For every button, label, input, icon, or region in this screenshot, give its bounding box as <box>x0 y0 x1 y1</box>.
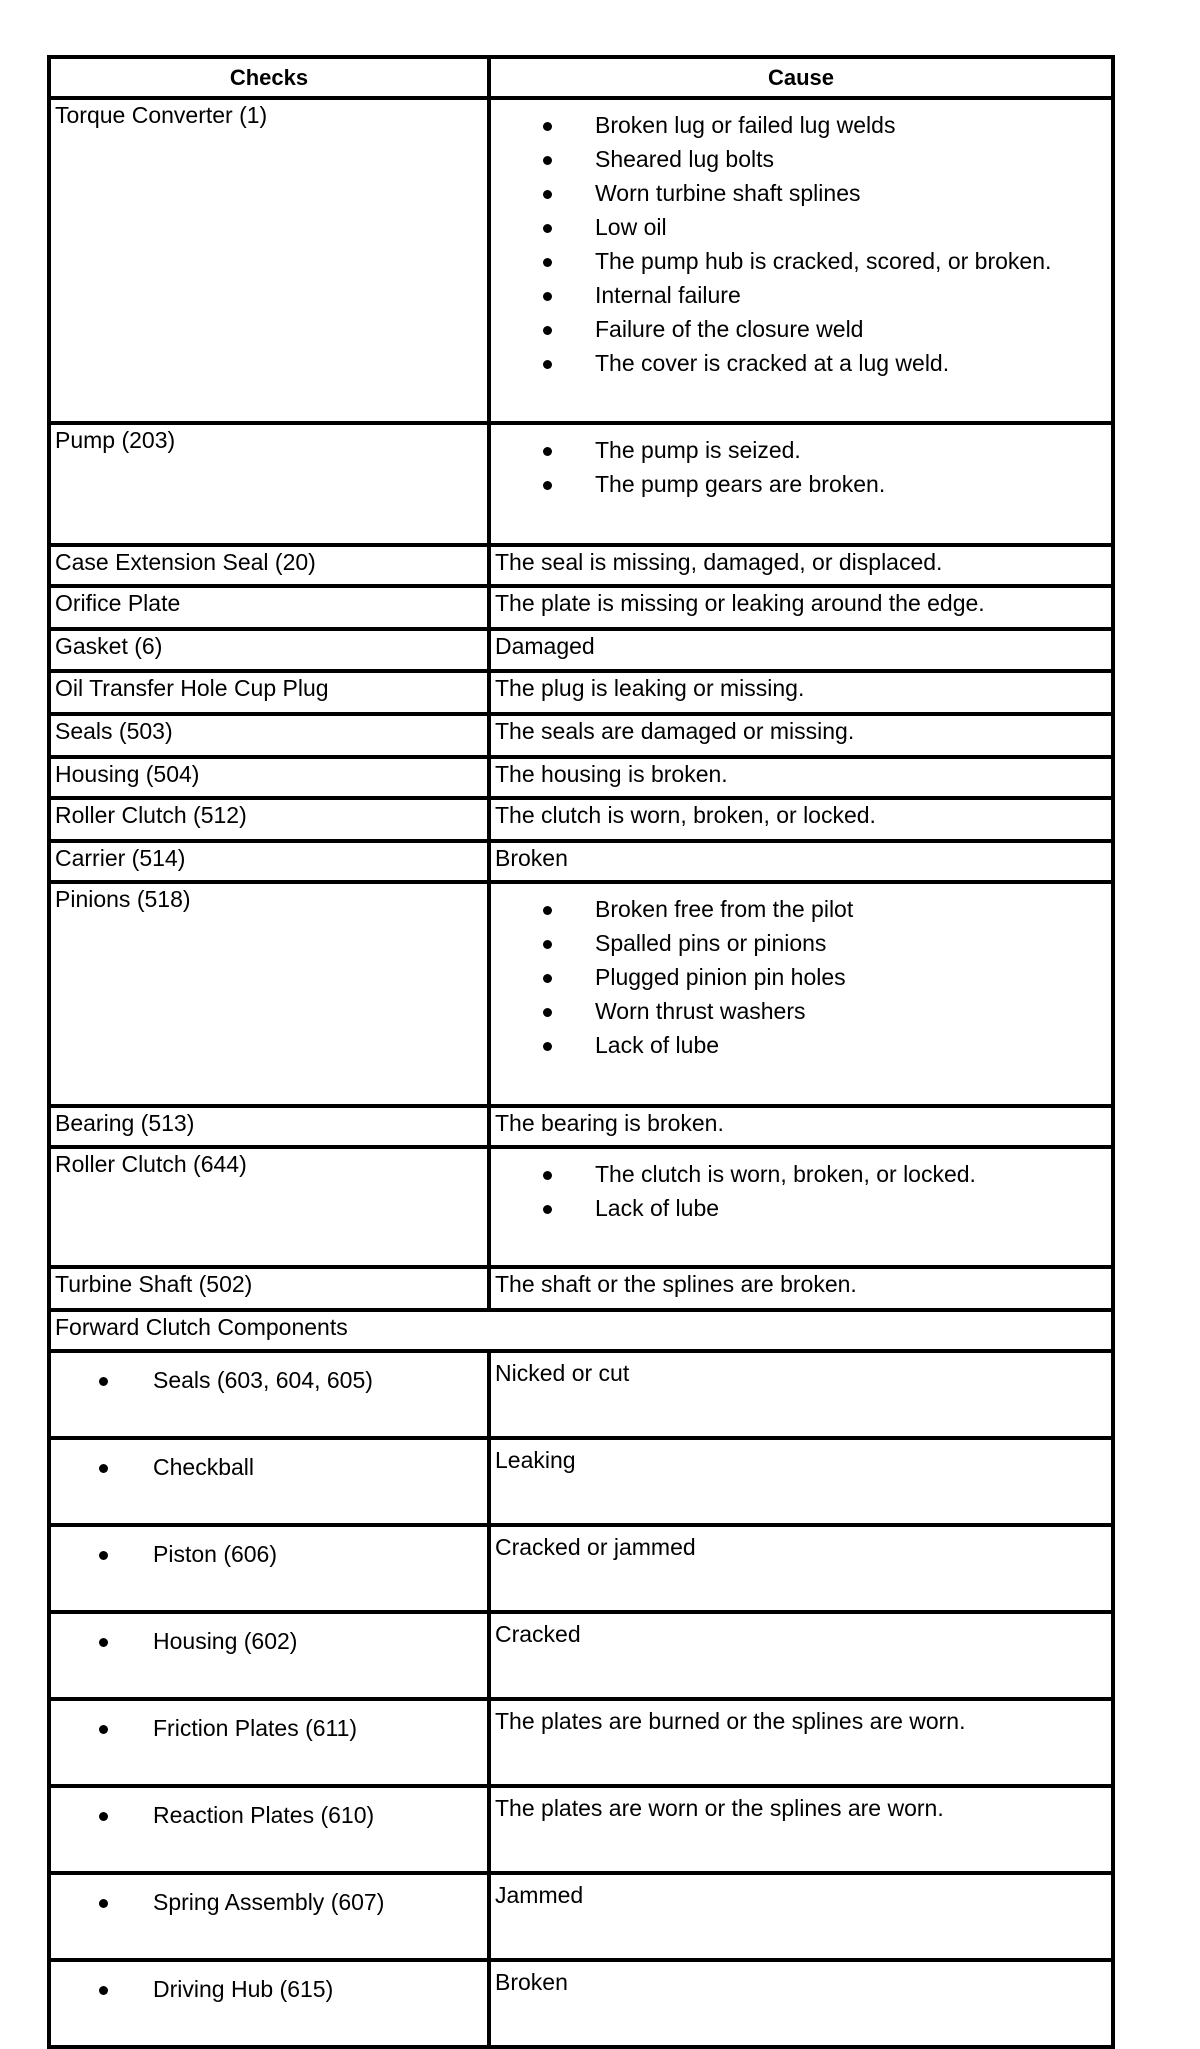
cause-list-item: Worn thrust washers <box>495 994 1107 1028</box>
cause-list-item: Broken free from the pilot <box>495 892 1107 926</box>
check-cell: Pinions (518) <box>49 882 489 1106</box>
cause-cell: Broken <box>489 1960 1113 2047</box>
cause-cell: The plates are burned or the splines are worn. <box>489 1699 1113 1786</box>
check-list-item: Reaction Plates (610) <box>55 1798 483 1832</box>
check-cell <box>49 1438 489 1525</box>
cause-cell: Nicked or cut <box>489 1351 1113 1438</box>
table-row <box>49 1525 1113 1612</box>
cause-list-item: The pump gears are broken. <box>495 467 1107 501</box>
check-cell <box>49 1786 489 1873</box>
cause-list-item: Failure of the closure weld <box>495 312 1107 346</box>
cause-list-item: Low oil <box>495 210 1107 244</box>
cause-list-item: Worn turbine shaft splines <box>495 176 1107 210</box>
cause-cell <box>489 1147 1113 1267</box>
check-list-item: Seals (603, 604, 605) <box>55 1363 483 1397</box>
check-list-item: Piston (606) <box>55 1537 483 1571</box>
cause-cell: Cracked or jammed <box>489 1525 1113 1612</box>
cause-cell: Damaged <box>489 629 1113 671</box>
table-row <box>49 757 1113 798</box>
check-list <box>55 1624 483 1658</box>
cause-list <box>495 108 1107 380</box>
header-row <box>49 57 1113 98</box>
cause-cell: The seal is missing, damaged, or displaced. <box>489 545 1113 586</box>
cause-list-item: The cover is cracked at a lug weld. <box>495 346 1107 380</box>
check-list-item: Housing (602) <box>55 1624 483 1658</box>
check-cell: Pump (203) <box>49 423 489 545</box>
forward-clutch-title: Forward Clutch Components <box>49 1310 1113 1351</box>
cause-list-item: Plugged pinion pin holes <box>495 960 1107 994</box>
cause-cell: The seals are damaged or missing. <box>489 714 1113 757</box>
table-row <box>49 629 1113 671</box>
table-row <box>49 545 1113 586</box>
table-row <box>49 882 1113 1106</box>
table-row <box>49 798 1113 841</box>
check-cell <box>49 1525 489 1612</box>
check-list <box>55 1711 483 1745</box>
check-list <box>55 1363 483 1397</box>
table-row <box>49 423 1113 545</box>
table-row <box>49 1106 1113 1147</box>
checks-causes-table <box>47 55 1115 2049</box>
table-row <box>49 1873 1113 1960</box>
check-list-item: Spring Assembly (607) <box>55 1885 483 1919</box>
cause-list <box>495 892 1107 1062</box>
check-cell: Gasket (6) <box>49 629 489 671</box>
table-row <box>49 98 1113 423</box>
check-list <box>55 1537 483 1571</box>
cause-list <box>495 433 1107 501</box>
cause-list-item: The pump is seized. <box>495 433 1107 467</box>
check-list-item: Checkball <box>55 1450 483 1484</box>
cause-list-item: Lack of lube <box>495 1028 1107 1062</box>
cause-list-item: Spalled pins or pinions <box>495 926 1107 960</box>
table-row <box>49 1960 1113 2047</box>
cause-cell <box>489 882 1113 1106</box>
check-list-item: Driving Hub (615) <box>55 1972 483 2006</box>
check-list <box>55 1885 483 1919</box>
header-checks: Checks <box>49 57 489 98</box>
forward-clutch-section-row <box>49 1310 1113 1351</box>
cause-cell: The shaft or the splines are broken. <box>489 1267 1113 1310</box>
table-row <box>49 1438 1113 1525</box>
check-cell: Orifice Plate <box>49 586 489 629</box>
cause-cell: The plates are worn or the splines are worn. <box>489 1786 1113 1873</box>
check-list <box>55 1450 483 1484</box>
check-cell: Case Extension Seal (20) <box>49 545 489 586</box>
check-cell: Roller Clutch (512) <box>49 798 489 841</box>
cause-cell: Cracked <box>489 1612 1113 1699</box>
cause-cell: The plug is leaking or missing. <box>489 671 1113 714</box>
table-row <box>49 1612 1113 1699</box>
check-cell: Seals (503) <box>49 714 489 757</box>
check-cell: Torque Converter (1) <box>49 98 489 423</box>
check-cell <box>49 1351 489 1438</box>
table-row <box>49 1351 1113 1438</box>
check-cell: Oil Transfer Hole Cup Plug <box>49 671 489 714</box>
check-cell <box>49 1612 489 1699</box>
check-list <box>55 1972 483 2006</box>
cause-cell: The clutch is worn, broken, or locked. <box>489 798 1113 841</box>
check-cell: Housing (504) <box>49 757 489 798</box>
cause-list-item: The pump hub is cracked, scored, or broken. <box>495 244 1107 278</box>
cause-list-item: The clutch is worn, broken, or locked. <box>495 1157 1107 1191</box>
table-row <box>49 1786 1113 1873</box>
cause-cell: The bearing is broken. <box>489 1106 1113 1147</box>
check-cell: Roller Clutch (644) <box>49 1147 489 1267</box>
check-cell: Carrier (514) <box>49 841 489 882</box>
cause-list-item: Sheared lug bolts <box>495 142 1107 176</box>
table-row <box>49 671 1113 714</box>
check-cell: Bearing (513) <box>49 1106 489 1147</box>
cause-list-item: Broken lug or failed lug welds <box>495 108 1107 142</box>
cause-cell: The housing is broken. <box>489 757 1113 798</box>
check-cell: Turbine Shaft (502) <box>49 1267 489 1310</box>
table-row <box>49 1699 1113 1786</box>
table-row <box>49 714 1113 757</box>
table-row <box>49 1147 1113 1267</box>
check-list-item: Friction Plates (611) <box>55 1711 483 1745</box>
cause-cell <box>489 98 1113 423</box>
table-row <box>49 586 1113 629</box>
cause-cell: Broken <box>489 841 1113 882</box>
cause-cell: Leaking <box>489 1438 1113 1525</box>
cause-cell: Jammed <box>489 1873 1113 1960</box>
cause-list-item: Lack of lube <box>495 1191 1107 1225</box>
check-cell <box>49 1960 489 2047</box>
cause-cell <box>489 423 1113 545</box>
check-cell <box>49 1873 489 1960</box>
check-cell <box>49 1699 489 1786</box>
header-cause: Cause <box>489 57 1113 98</box>
cause-list <box>495 1157 1107 1225</box>
table-row <box>49 1267 1113 1310</box>
table-row <box>49 841 1113 882</box>
check-list <box>55 1798 483 1832</box>
cause-cell: The plate is missing or leaking around the edge. <box>489 586 1113 629</box>
cause-list-item: Internal failure <box>495 278 1107 312</box>
